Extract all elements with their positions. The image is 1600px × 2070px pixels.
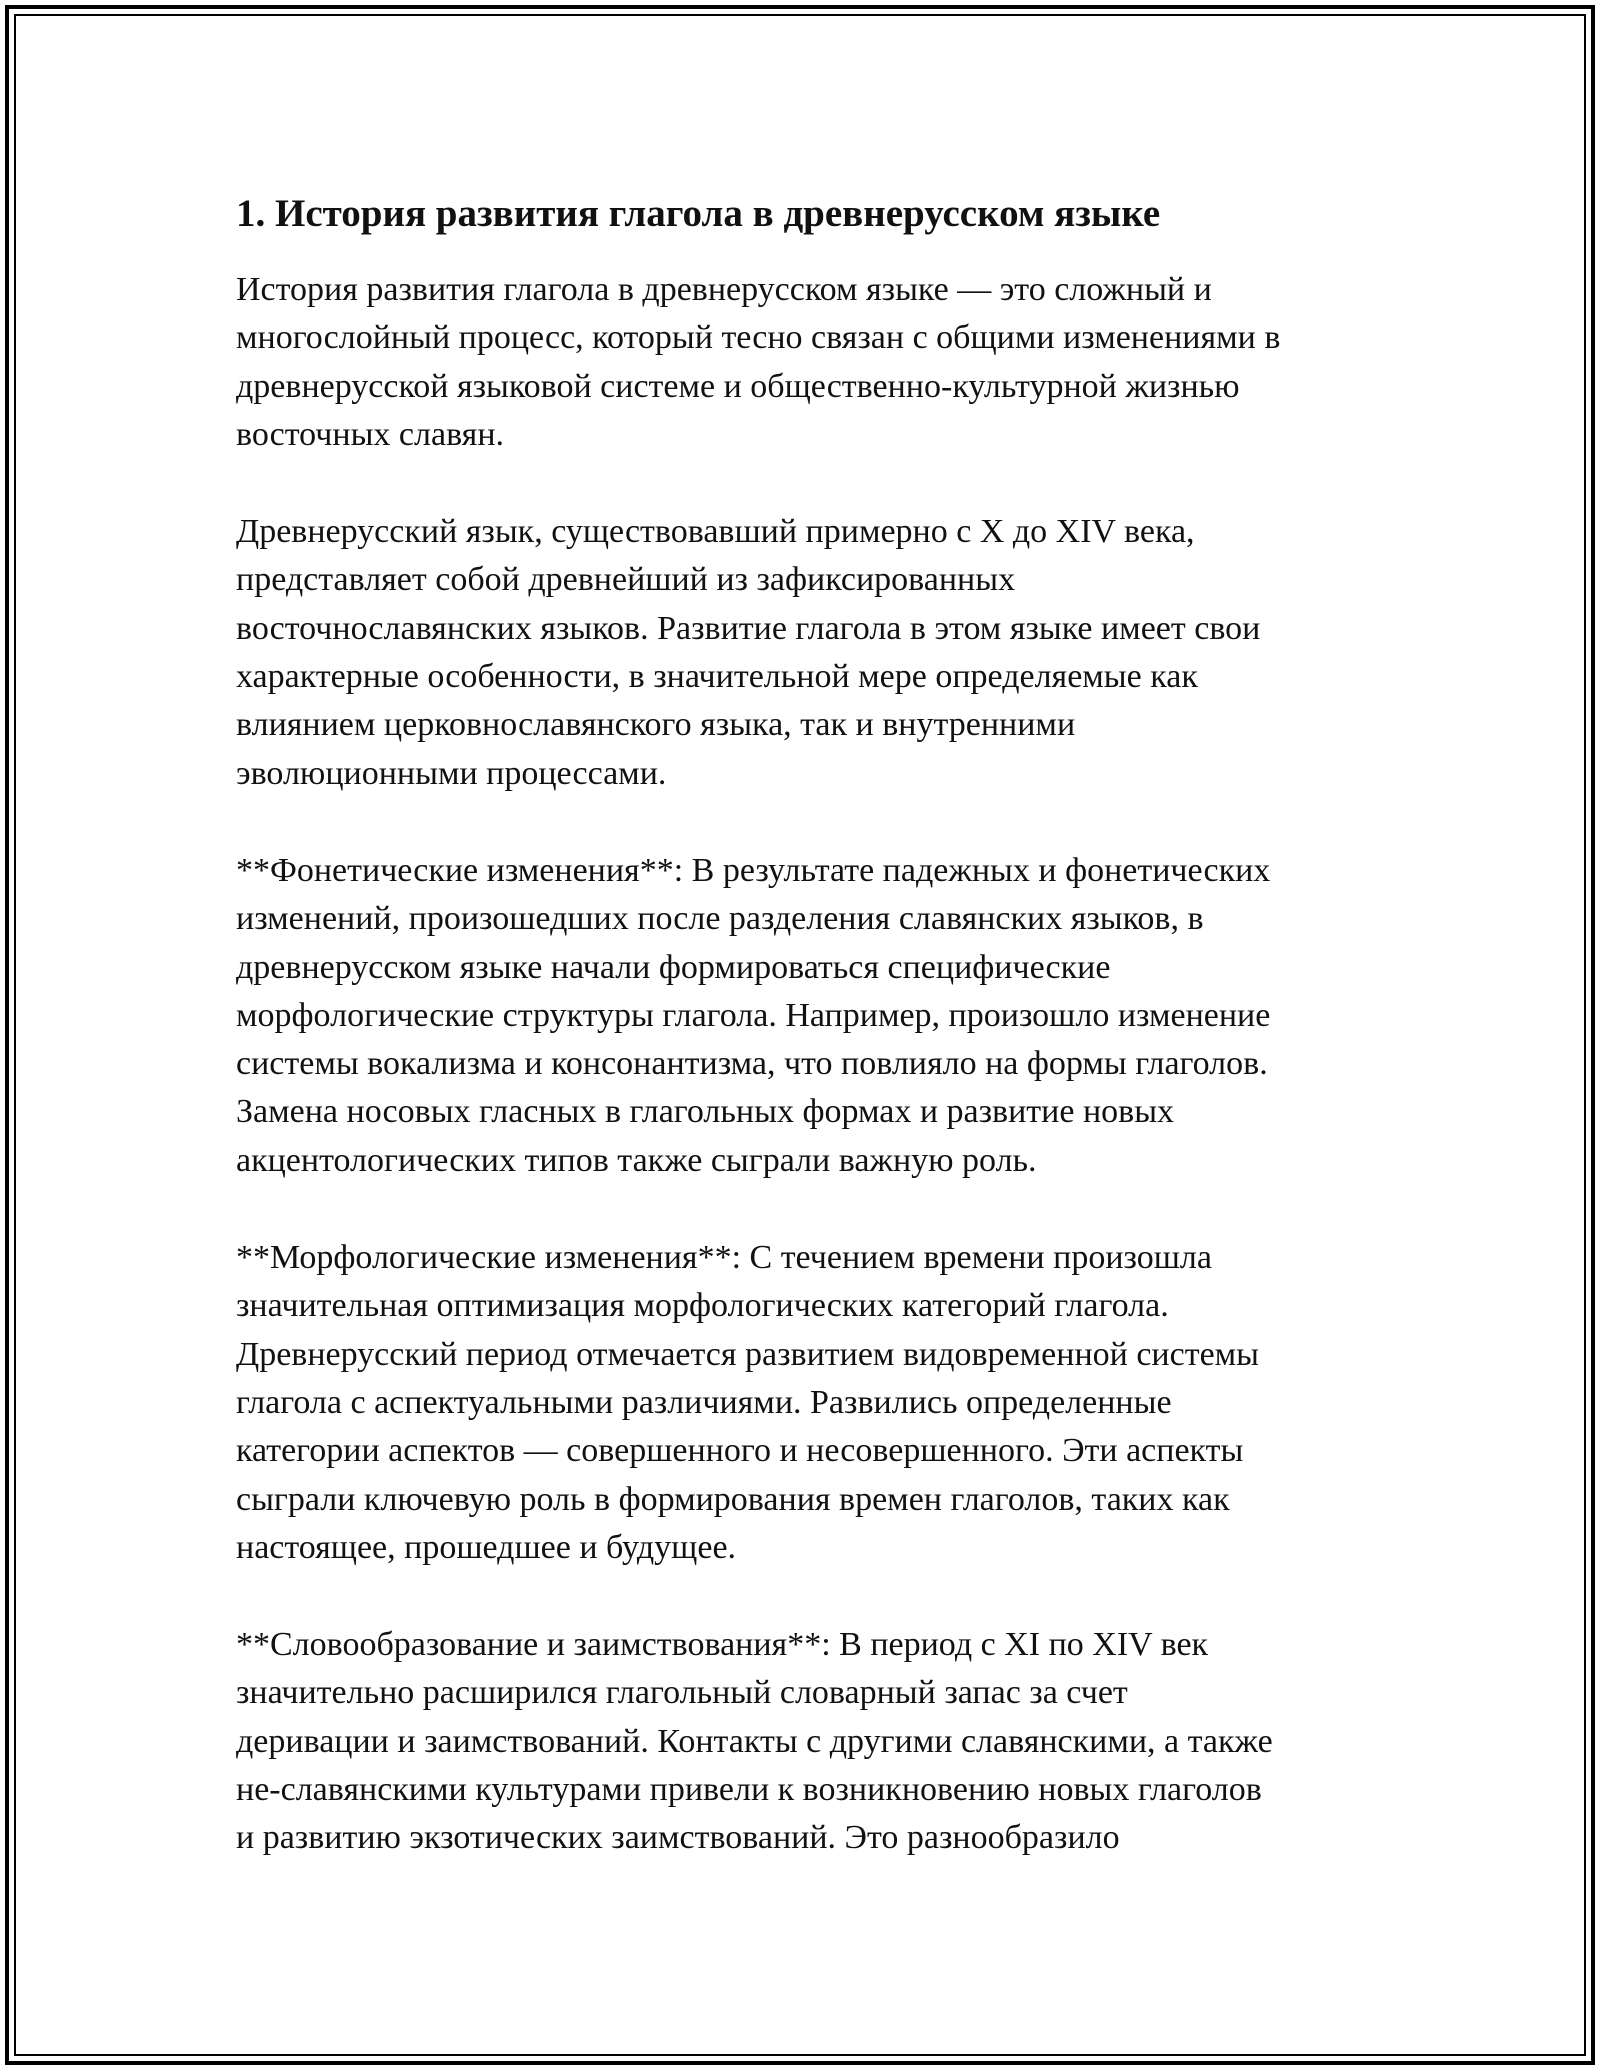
paragraph-phonetic-changes: **Фонетические изменения**: В результате падежных и фонетических изменений, произошедших после разделения славянских языков, в древнерусском языке начали формироваться специфические морфологические структуры глагола. Например, произошло изменение системы вокализма и консонантизма, что повлияло на формы глаголов. Замена носовых гласных в глагольных формах и развитие новых акцентологических типов также сыграли важную роль. xyxy=(236,851,1271,1179)
paragraph-intro: История развития глагола в древнерусском языке — это сложный и многослойный процесс, который тесно связан с общими изменениями в древнерусской языковой системе и общественно-культурной жизнью восточных славян. xyxy=(236,271,1281,453)
paragraph-morphological-changes: **Морфологические изменения**: С течением времени произошла значительная оптимизация морфологических категорий глагола. Древнерусский период отмечается развитием видовременной системы глагола с аспектуальными различиями. Развились определенные категории аспектов — совершенного и несовершенного. Эти аспекты сыграли ключевую роль в формирования времен глаголов, таких как настоящее, прошедшее и будущее. xyxy=(236,1239,1260,1566)
section-heading: 1. История развития глагола в древнерусском языке xyxy=(236,192,1161,235)
paragraph-old-russian-language: Древнерусский язык, существовавший примерно с X до XIV века, представляет собой древнейший из зафиксированных восточнославянских языков. Развитие глагола в этом языке имеет свои характерные особенности, в значительной мере определяемые как влиянием церковнославянского языка, так и внутренними эволюционными процессами. xyxy=(236,513,1261,792)
paragraph-word-formation-borrowings: **Словообразование и заимствования**: В период с XI по XIV век значительно расширился глагольный словарный запас за счет деривации и заимствований. Контакты с другими славянскими, а также не-славянскими культурами привели к возникновению новых глаголов и развитию экзотических заимствований. Это разнообразило xyxy=(236,1626,1273,1857)
document-body xyxy=(236,188,1381,1912)
